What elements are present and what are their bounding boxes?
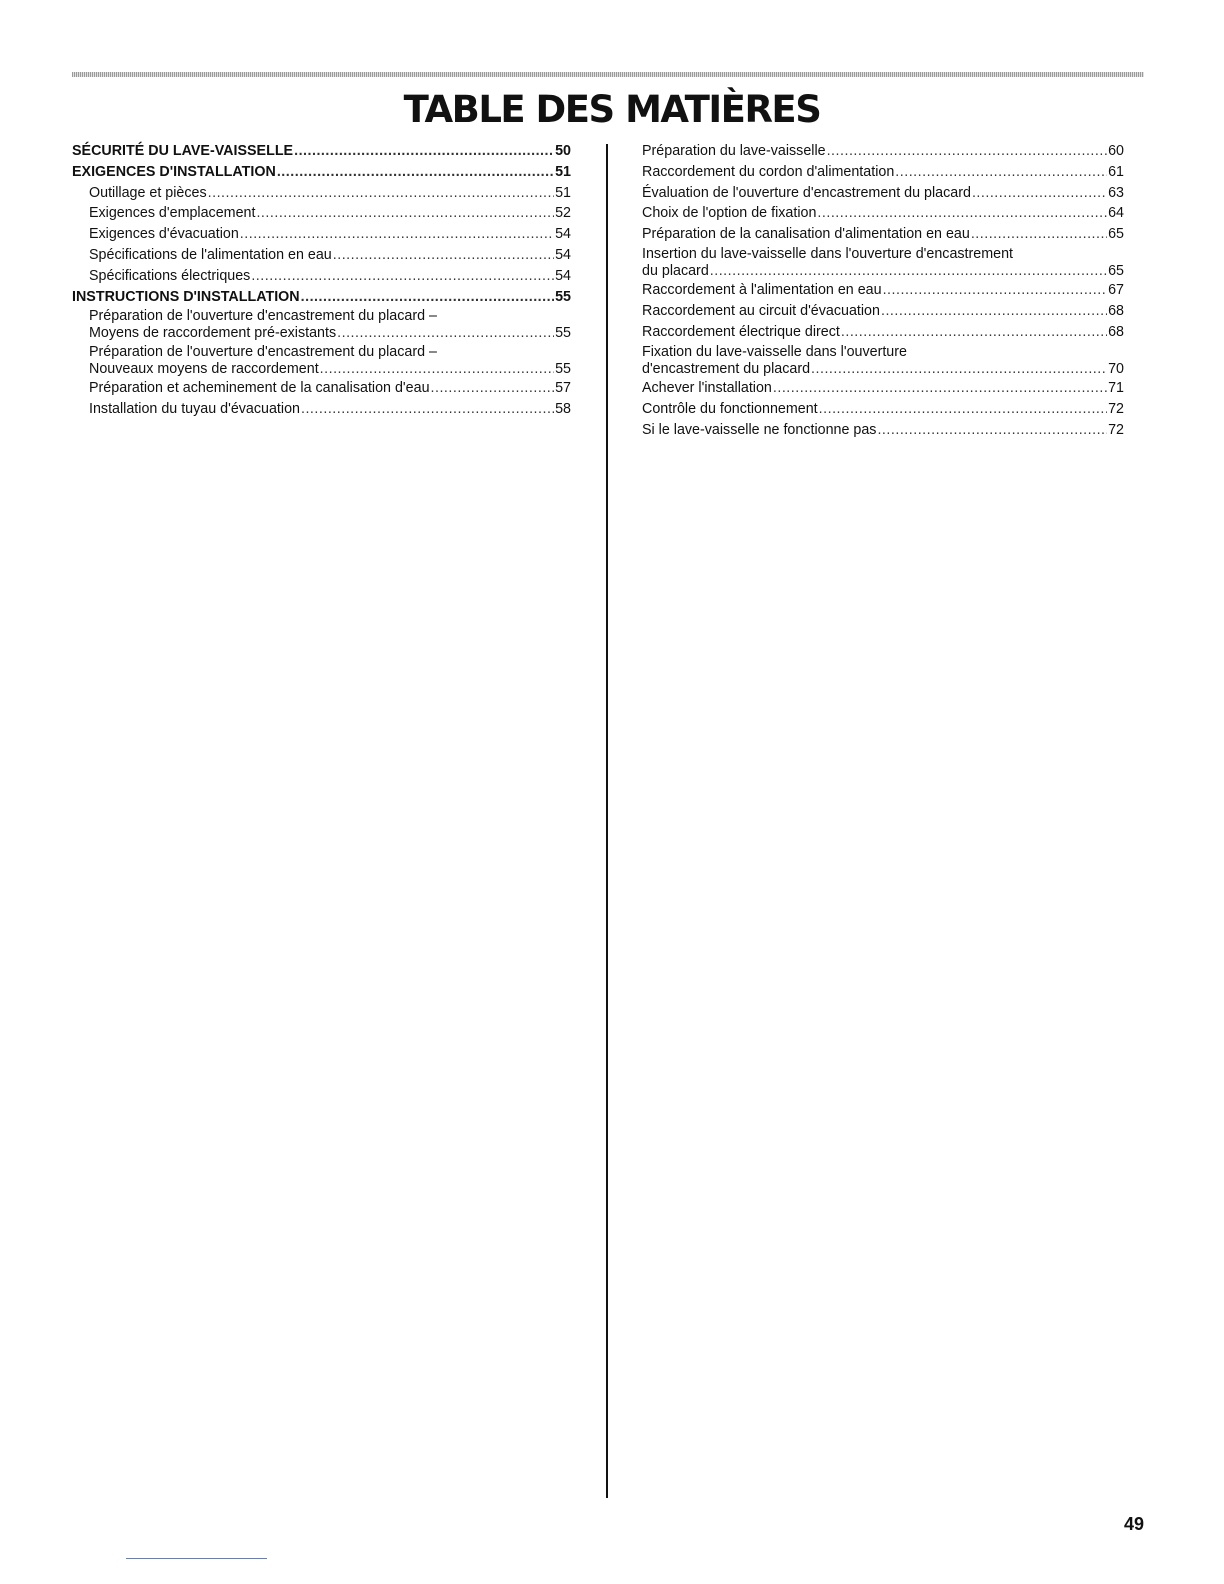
dot-leader <box>817 203 1107 224</box>
toc-entry-multiline[interactable] <box>72 344 571 379</box>
toc-entry-title-line1: Préparation de l'ouverture d'encastrement du placard – <box>89 308 437 325</box>
toc-entry[interactable] <box>642 141 1124 162</box>
toc-entry-page: 55 <box>555 325 571 342</box>
toc-entry[interactable] <box>642 280 1124 301</box>
toc-entry-page: 52 <box>555 205 571 222</box>
toc-entry[interactable] <box>642 162 1124 183</box>
dot-leader <box>320 360 554 379</box>
toc-entry[interactable] <box>72 266 571 287</box>
dot-leader <box>773 378 1107 399</box>
toc-entry-page: 68 <box>1108 324 1124 341</box>
toc-entry-title: Évaluation de l'ouverture d'encastrement du placard <box>642 184 971 201</box>
dot-leader <box>819 399 1107 420</box>
toc-entry-page: 54 <box>555 226 571 243</box>
toc-entry-title: Raccordement du cordon d'alimentation <box>642 163 895 180</box>
dot-leader <box>431 378 555 399</box>
toc-entry-title: Nouveaux moyens de raccordement <box>89 360 319 377</box>
toc-entry-page: 70 <box>1108 360 1124 377</box>
toc-entry[interactable] <box>642 224 1124 245</box>
dot-leader <box>883 280 1108 301</box>
toc-entry-page: 61 <box>1108 163 1124 180</box>
dot-leader <box>208 183 554 204</box>
dot-leader <box>811 360 1107 379</box>
dot-leader <box>877 420 1107 441</box>
toc-entry-page: 71 <box>1108 380 1124 397</box>
toc-entry-title: Raccordement électrique direct <box>642 324 840 341</box>
toc-entry-title: INSTRUCTIONS D'INSTALLATION <box>72 288 300 305</box>
toc-entry[interactable] <box>72 245 571 266</box>
toc-entry-title: Préparation et acheminement de la canalisation d'eau <box>89 380 430 397</box>
toc-entry-page: 60 <box>1108 143 1124 159</box>
toc-entry-page: 63 <box>1108 184 1124 201</box>
toc-entry-page: 65 <box>1108 226 1124 243</box>
dot-leader <box>972 183 1107 204</box>
toc-entry[interactable] <box>72 203 571 224</box>
toc-entry-page: 51 <box>555 184 571 201</box>
toc-entry-title: Préparation du lave-vaisselle <box>642 143 826 159</box>
toc-entry-page: 58 <box>555 401 571 418</box>
toc-entry-title-line1: Fixation du lave-vaisselle dans l'ouverture <box>642 343 907 360</box>
dot-leader <box>841 322 1107 343</box>
toc-entry-title: Outillage et pièces <box>89 184 207 201</box>
page-number: 49 <box>1123 1514 1144 1534</box>
toc-entry-page: 55 <box>555 360 571 377</box>
toc-entry-page: 64 <box>1108 205 1124 222</box>
toc-entry-title: Exigences d'évacuation <box>89 226 239 243</box>
header-rule <box>72 72 1144 77</box>
toc-entry-title-line1: Insertion du lave-vaisselle dans l'ouverture d'encastrement <box>642 245 1014 262</box>
toc-entry-title: EXIGENCES D'INSTALLATION <box>72 163 276 180</box>
toc-entry-title: Spécifications de l'alimentation en eau <box>89 246 332 263</box>
toc-section-entry[interactable] <box>72 141 571 162</box>
toc-right-column <box>642 141 1124 441</box>
toc-entry-title: Raccordement au circuit d'évacuation <box>642 303 880 320</box>
toc-entry-multiline[interactable] <box>642 344 1124 379</box>
dot-leader <box>256 203 554 224</box>
toc-entry-page: 55 <box>555 288 571 305</box>
toc-entry-title: Si le lave-vaisselle ne fonctionne pas <box>642 421 877 438</box>
toc-entry[interactable] <box>642 399 1124 420</box>
toc-entry-page: 57 <box>555 380 571 397</box>
toc-entry-title: Choix de l'option de fixation <box>642 205 817 222</box>
toc-entry-page: 72 <box>1108 401 1124 418</box>
toc-entry-title: Raccordement à l'alimentation en eau <box>642 282 882 299</box>
dot-leader <box>294 141 554 162</box>
dot-leader <box>277 162 554 183</box>
toc-entry[interactable] <box>72 183 571 204</box>
toc-entry-title: Installation du tuyau d'évacuation <box>89 401 300 418</box>
dot-leader <box>881 301 1107 322</box>
toc-entry-title: Achever l'installation <box>642 380 772 397</box>
toc-entry-page: 54 <box>555 267 571 284</box>
toc-entry[interactable] <box>72 399 571 420</box>
page-title: TABLE DES MATIÈRES <box>403 88 821 131</box>
toc-entry-title: Spécifications électriques <box>89 267 251 284</box>
toc-entry[interactable] <box>642 378 1124 399</box>
toc-entry-title: SÉCURITÉ DU LAVE-VAISSELLE <box>72 143 294 159</box>
toc-entry[interactable] <box>642 203 1124 224</box>
dot-leader <box>301 399 554 420</box>
toc-entry-title: Moyens de raccordement pré-existants <box>89 325 337 342</box>
toc-entry-title: Exigences d'emplacement <box>89 205 256 222</box>
toc-entry-title: du placard <box>642 262 709 279</box>
toc-entry-page: 67 <box>1108 282 1124 299</box>
toc-entry-title: Contrôle du fonctionnement <box>642 401 818 418</box>
toc-left-column <box>72 141 571 420</box>
toc-entry[interactable] <box>642 322 1124 343</box>
dot-leader <box>333 245 554 266</box>
dot-leader <box>971 224 1107 245</box>
toc-entry-title: d'encastrement du placard <box>642 360 811 377</box>
toc-section-entry[interactable] <box>72 287 571 308</box>
toc-entry-title-line1: Préparation de l'ouverture d'encastrement du placard – <box>89 343 437 360</box>
toc-entry[interactable] <box>642 420 1124 441</box>
toc-entry-page: 65 <box>1108 262 1124 279</box>
dot-leader <box>895 162 1107 183</box>
dot-leader <box>710 262 1107 281</box>
dot-leader <box>240 224 554 245</box>
toc-entry-multiline[interactable] <box>72 308 571 343</box>
toc-entry[interactable] <box>72 378 571 399</box>
dot-leader <box>301 287 554 308</box>
toc-section-entry[interactable] <box>72 162 571 183</box>
dot-leader <box>337 324 554 343</box>
column-divider <box>606 144 608 1498</box>
dot-leader <box>251 266 554 287</box>
footer-link-underline <box>126 1558 267 1559</box>
toc-entry[interactable] <box>642 183 1124 204</box>
toc-entry-page: 54 <box>555 246 571 263</box>
toc-entry-multiline[interactable] <box>642 246 1124 281</box>
toc-entry-page: 68 <box>1108 303 1124 320</box>
toc-entry[interactable] <box>72 224 571 245</box>
toc-entry-page: 72 <box>1108 421 1124 438</box>
toc-entry-title: Préparation de la canalisation d'alimentation en eau <box>642 226 970 243</box>
toc-entry-page: 51 <box>555 163 571 180</box>
toc-entry-page: 50 <box>555 143 571 159</box>
dot-leader <box>827 141 1108 162</box>
toc-entry[interactable] <box>642 301 1124 322</box>
